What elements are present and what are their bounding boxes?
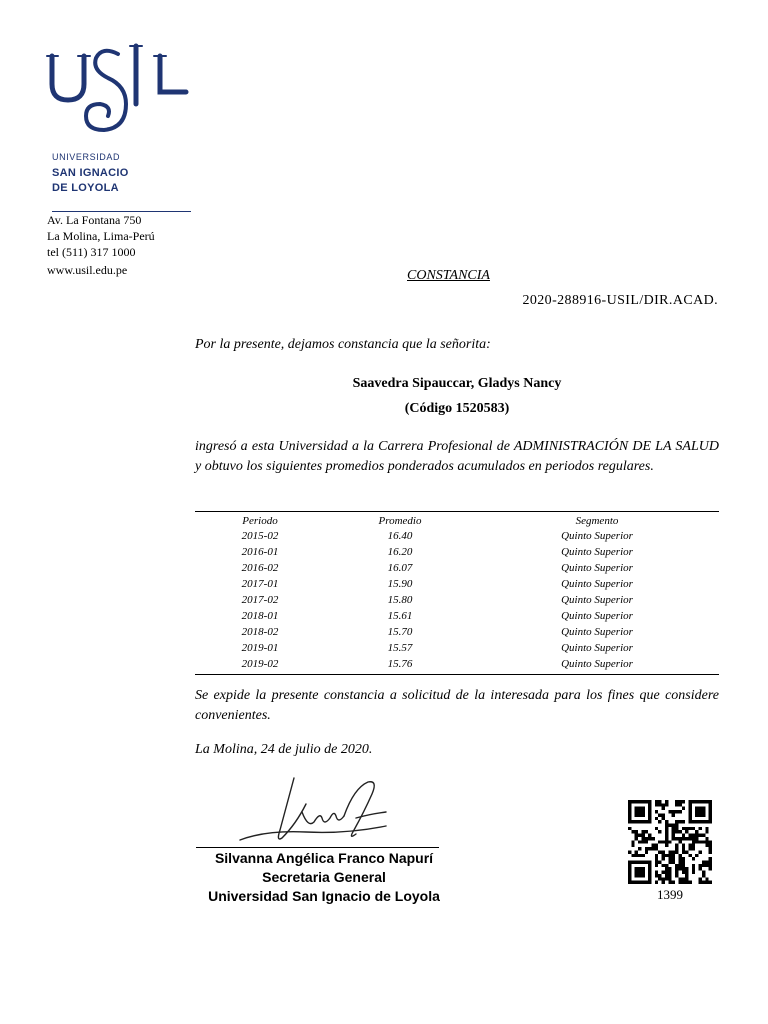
qr-code xyxy=(626,800,714,884)
signature-line xyxy=(196,847,439,848)
cell-periodo: 2019-01 xyxy=(241,642,279,654)
cell-periodo: 2016-01 xyxy=(241,546,279,558)
cell-promedio: 15.90 xyxy=(387,578,413,590)
cell-periodo: 2017-01 xyxy=(241,578,279,590)
table-row xyxy=(195,592,719,608)
header-promedio: Promedio xyxy=(378,515,422,527)
signer-role: Secretaria General xyxy=(262,869,386,885)
usil-logo xyxy=(46,42,190,138)
cell-promedio: 15.80 xyxy=(387,594,413,606)
cell-promedio: 15.76 xyxy=(387,658,413,670)
cell-promedio: 16.40 xyxy=(387,530,413,542)
document-title: CONSTANCIA xyxy=(407,268,490,283)
signer-institution: Universidad San Ignacio de Loyola xyxy=(208,888,440,904)
signer-block xyxy=(196,849,452,906)
intro-text: Por la presente, dejamos constancia que la señorita: xyxy=(195,337,491,352)
table-row xyxy=(195,656,719,675)
cell-periodo: 2016-02 xyxy=(241,562,279,574)
cell-promedio: 16.20 xyxy=(387,546,413,558)
cell-segmento: Quinto Superior xyxy=(561,530,633,542)
cell-promedio: 15.70 xyxy=(387,626,413,638)
header-periodo: Periodo xyxy=(242,515,278,527)
cell-periodo: 2015-02 xyxy=(241,530,279,542)
closing-paragraph: Se expide la presente constancia a solicitud de la interesada para los fines que considere convenientes. xyxy=(195,688,719,723)
cell-segmento: Quinto Superior xyxy=(561,562,633,574)
website-link[interactable]: www.usil.edu.pe xyxy=(47,263,128,277)
cell-segmento: Quinto Superior xyxy=(561,626,633,638)
table-row xyxy=(195,528,719,544)
cell-segmento: Quinto Superior xyxy=(561,642,633,654)
handwritten-signature xyxy=(236,768,406,848)
cell-segmento: Quinto Superior xyxy=(561,658,633,670)
address-street: Av. La Fontana 750 xyxy=(47,213,142,227)
student-code: (Código 1520583) xyxy=(404,401,510,416)
document-date: La Molina, 24 de julio de 2020. xyxy=(195,742,373,757)
table-row xyxy=(195,560,719,576)
logo-name-line-1: SAN IGNACIO xyxy=(52,167,129,179)
table-header-row xyxy=(195,512,719,529)
address-district: La Molina, Lima-Perú xyxy=(47,229,155,243)
table-row xyxy=(195,576,719,592)
table-row xyxy=(195,608,719,624)
cell-periodo: 2019-02 xyxy=(241,658,279,670)
cell-segmento: Quinto Superior xyxy=(561,578,633,590)
cell-segmento: Quinto Superior xyxy=(561,610,633,622)
cell-periodo: 2018-01 xyxy=(241,610,279,622)
table-row xyxy=(195,640,719,656)
student-name: Saavedra Sipauccar, Gladys Nancy xyxy=(352,376,562,391)
table-row xyxy=(195,624,719,640)
cell-promedio: 15.61 xyxy=(387,610,413,622)
logo-name-line-2: DE LOYOLA xyxy=(52,182,119,194)
body-paragraph: ingresó a esta Universidad a la Carrera Profesional de ADMINISTRACIÓN DE LA SALUD y obtuvo los siguientes promedios ponderados acumulados en periodos regulares. xyxy=(195,439,719,474)
cell-segmento: Quinto Superior xyxy=(561,594,633,606)
signer-name: Silvanna Angélica Franco Napurí xyxy=(214,850,434,866)
qr-number: 1399 xyxy=(657,887,683,902)
cell-promedio: 15.57 xyxy=(387,642,413,654)
cell-promedio: 16.07 xyxy=(387,562,413,574)
logo-university-label: UNIVERSIDAD xyxy=(52,152,121,162)
logo-university-name xyxy=(52,166,129,196)
document-reference: 2020-288916-USIL/DIR.ACAD. xyxy=(522,293,718,308)
cell-segmento: Quinto Superior xyxy=(561,546,633,558)
cell-periodo: 2018-02 xyxy=(241,626,279,638)
cell-periodo: 2017-02 xyxy=(241,594,279,606)
address-block xyxy=(47,212,155,260)
address-phone: tel (511) 317 1000 xyxy=(47,245,136,259)
header-segmento: Segmento xyxy=(575,515,619,527)
table-row xyxy=(195,544,719,560)
grades-table xyxy=(195,511,719,675)
